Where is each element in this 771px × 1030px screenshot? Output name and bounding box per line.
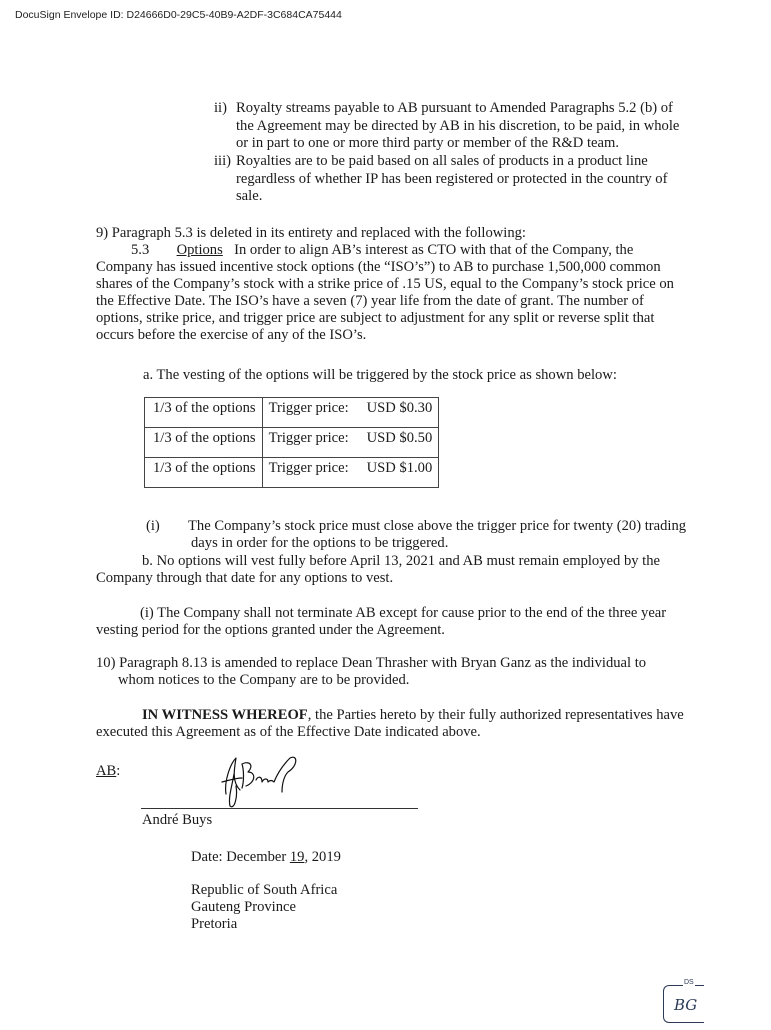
item-line: Royalty streams payable to AB pursuant to Amended Paragraphs 5.2 (b) of xyxy=(236,100,673,116)
note-i-number: (i) xyxy=(146,518,160,534)
signer-name: André Buys xyxy=(142,812,213,828)
trigger-label: Trigger price: xyxy=(268,400,349,416)
note-i-line: days in order for the options to be triggered. xyxy=(191,535,449,551)
table-row xyxy=(145,458,439,488)
witness-heading: IN WITNESS WHEREOF xyxy=(142,707,308,723)
vesting-b-line: b. No options will vest fully before April 13, 2021 and AB must remain employed by the xyxy=(142,553,661,569)
vesting-table xyxy=(144,397,439,488)
item-line: or in part to one or more third party or member of the R&D team. xyxy=(236,135,619,151)
royalty-item-ii xyxy=(214,100,734,153)
initials-stamp-label: DS xyxy=(684,979,694,986)
trigger-price: USD $0.50 xyxy=(366,430,433,446)
witness-text: , the Parties hereto by their fully authorized representatives have xyxy=(307,707,684,723)
location-line: Republic of South Africa xyxy=(191,882,338,898)
vesting-b-i-line: (i) The Company shall not terminate AB except for cause prior to the end of the three year xyxy=(140,605,667,621)
signature-date xyxy=(191,849,341,867)
section-5-3-first-line xyxy=(131,242,633,260)
subsection-number: 5.3 xyxy=(131,242,150,258)
handwritten-signature xyxy=(212,752,312,812)
note-i-line: The Company’s stock price must close above the trigger price for twenty (20) trading xyxy=(188,518,687,534)
location-line: Pretoria xyxy=(191,916,238,932)
subsection-title: Options xyxy=(176,242,223,258)
section-9-heading: 9) Paragraph 5.3 is deleted in its entirety and replaced with the following: xyxy=(96,225,526,241)
section-9-line: Company has issued incentive stock options (the “ISO’s”) to AB to purchase 1,500,000 common xyxy=(96,259,661,275)
item-number: ii) xyxy=(214,100,227,116)
portion-cell: 1/3 of the options xyxy=(145,428,263,458)
item-line: regardless of whether IP has been registered or protected in the country of xyxy=(236,170,668,187)
subsection-text: In order to align AB’s interest as CTO with that of the Company, the xyxy=(234,242,634,258)
royalty-item-iii xyxy=(214,153,734,206)
item-line: Royalties are to be paid based on all sales of products in a product line xyxy=(236,153,648,169)
location-line: Gauteng Province xyxy=(191,899,296,915)
section-10-line: whom notices to the Company are to be provided. xyxy=(118,672,410,688)
docusign-envelope-id: DocuSign Envelope ID: D24666D0-29C5-40B9-A2DF-3C684CA75444 xyxy=(15,9,342,21)
section-9-line: shares of the Company’s stock with a strike price of .15 US, equal to the Company’s stock price on xyxy=(96,276,674,292)
trigger-label: Trigger price: xyxy=(268,430,349,446)
trigger-price: USD $1.00 xyxy=(366,460,433,476)
table-row xyxy=(145,428,439,458)
date-day: 19 xyxy=(289,849,305,865)
table-row xyxy=(145,398,439,428)
section-9-line: options, strike price, and trigger price are subject to adjustment for any split or reverse split that xyxy=(96,310,655,326)
section-10-line: 10) Paragraph 8.13 is amended to replace Dean Thrasher with Bryan Ganz as the individual to xyxy=(96,655,647,671)
signature-line xyxy=(141,808,418,809)
date-suffix: , 2019 xyxy=(304,849,341,865)
trigger-cell xyxy=(262,398,439,428)
party-name: AB xyxy=(96,763,117,779)
witness-line: executed this Agreement as of the Effective Date indicated above. xyxy=(96,724,481,740)
portion-cell: 1/3 of the options xyxy=(145,398,263,428)
section-9-line: occurs before the exercise of any of the ISO’s. xyxy=(96,327,367,343)
witness-clause xyxy=(142,707,684,725)
vesting-b-line: Company through that date for any options to vest. xyxy=(96,570,394,586)
party-label: AB: xyxy=(96,763,121,779)
trigger-cell xyxy=(262,458,439,488)
item-line: the Agreement may be directed by AB in his discretion, to be paid, in whole xyxy=(236,117,680,134)
vesting-b-i-line: vesting period for the options granted under the Agreement. xyxy=(96,622,445,638)
trigger-label: Trigger price: xyxy=(268,460,349,476)
item-line: sale. xyxy=(236,188,263,204)
vesting-intro: a. The vesting of the options will be triggered by the stock price as shown below: xyxy=(143,367,617,383)
initials-stamp-initials: BG xyxy=(674,996,698,1014)
section-9-line: the Effective Date. The ISO’s have a seven (7) year life from the date of grant. The number of xyxy=(96,293,644,309)
item-number: iii) xyxy=(214,153,232,169)
trigger-cell xyxy=(262,428,439,458)
date-prefix: Date: December xyxy=(191,849,290,865)
portion-cell: 1/3 of the options xyxy=(145,458,263,488)
trigger-price: USD $0.30 xyxy=(366,400,433,416)
